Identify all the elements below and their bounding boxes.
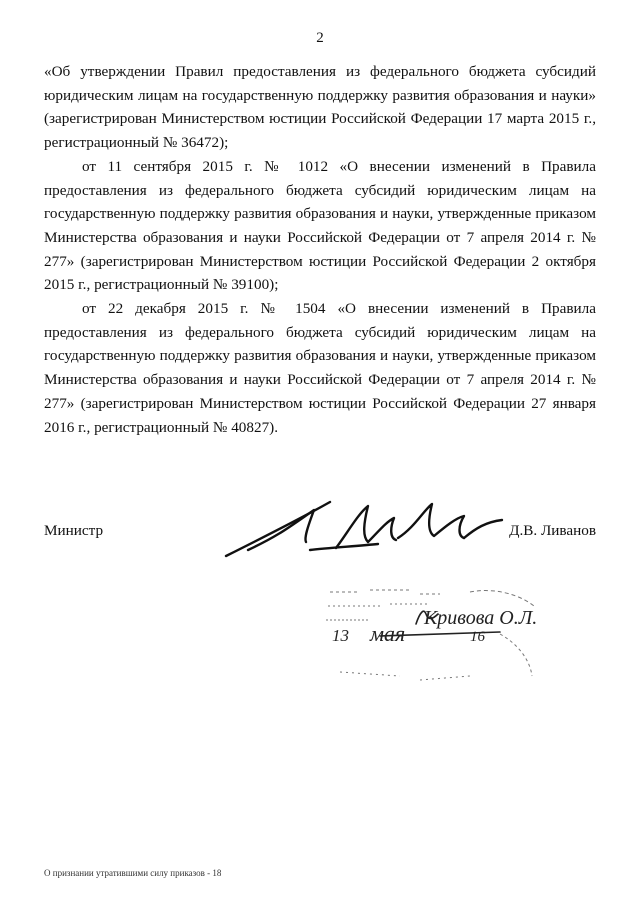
stamp-month: мая [370,621,406,646]
minister-title: Министр [44,522,104,539]
footer-note: О признании утратившими силу приказов - 18 [44,868,222,878]
stamp-handwritten-name: Кривова О.Л. [424,607,538,629]
minister-name: Д.В. Ливанов [509,522,596,539]
handwritten-signature [218,492,508,562]
document-body [44,60,596,439]
stamp-day: 13 [332,626,349,645]
page-number: 2 [316,30,324,46]
paragraph-continuation: «Об утверждении Правил предоставления из федерального бюджета субсидий юридическим лицам на государственную поддержку развития образования и науки» (зарегистрирован Министерством юстиции Российской Федерации 17 марта 2015 г., регистрационный № 36472); [44,63,596,152]
paragraph-order-1504: от 22 декабря 2015 г. № 1504 «О внесении изменений в Правила предоставления из федерального бюджета субсидий юридическим лицам на государственную поддержку развития образования и науки, утвержденные приказом Министерства образования и науки Российской Федерации от 7 апреля 2014 г. № 277» (зарегистрирован Министерством юстиции Российской Федерации 27 января 2016 г., регистрационный № 40827). [44,300,596,436]
paragraph-order-1012: от 11 сентября 2015 г. № 1012 «О внесении изменений в Правила предоставления из федерального бюджета субсидий юридическим лицам на государственную поддержку развития образования и науки, утвержденные приказом Министерства образования и науки Российской Федерации от 7 апреля 2014 г. № 277» (зарегистрирован Министерством юстиции Российской Федерации 2 октября 2015 г., регистрационный № 39100); [44,157,596,294]
registration-stamp [320,584,550,694]
stamp-year: 16 [470,629,485,645]
